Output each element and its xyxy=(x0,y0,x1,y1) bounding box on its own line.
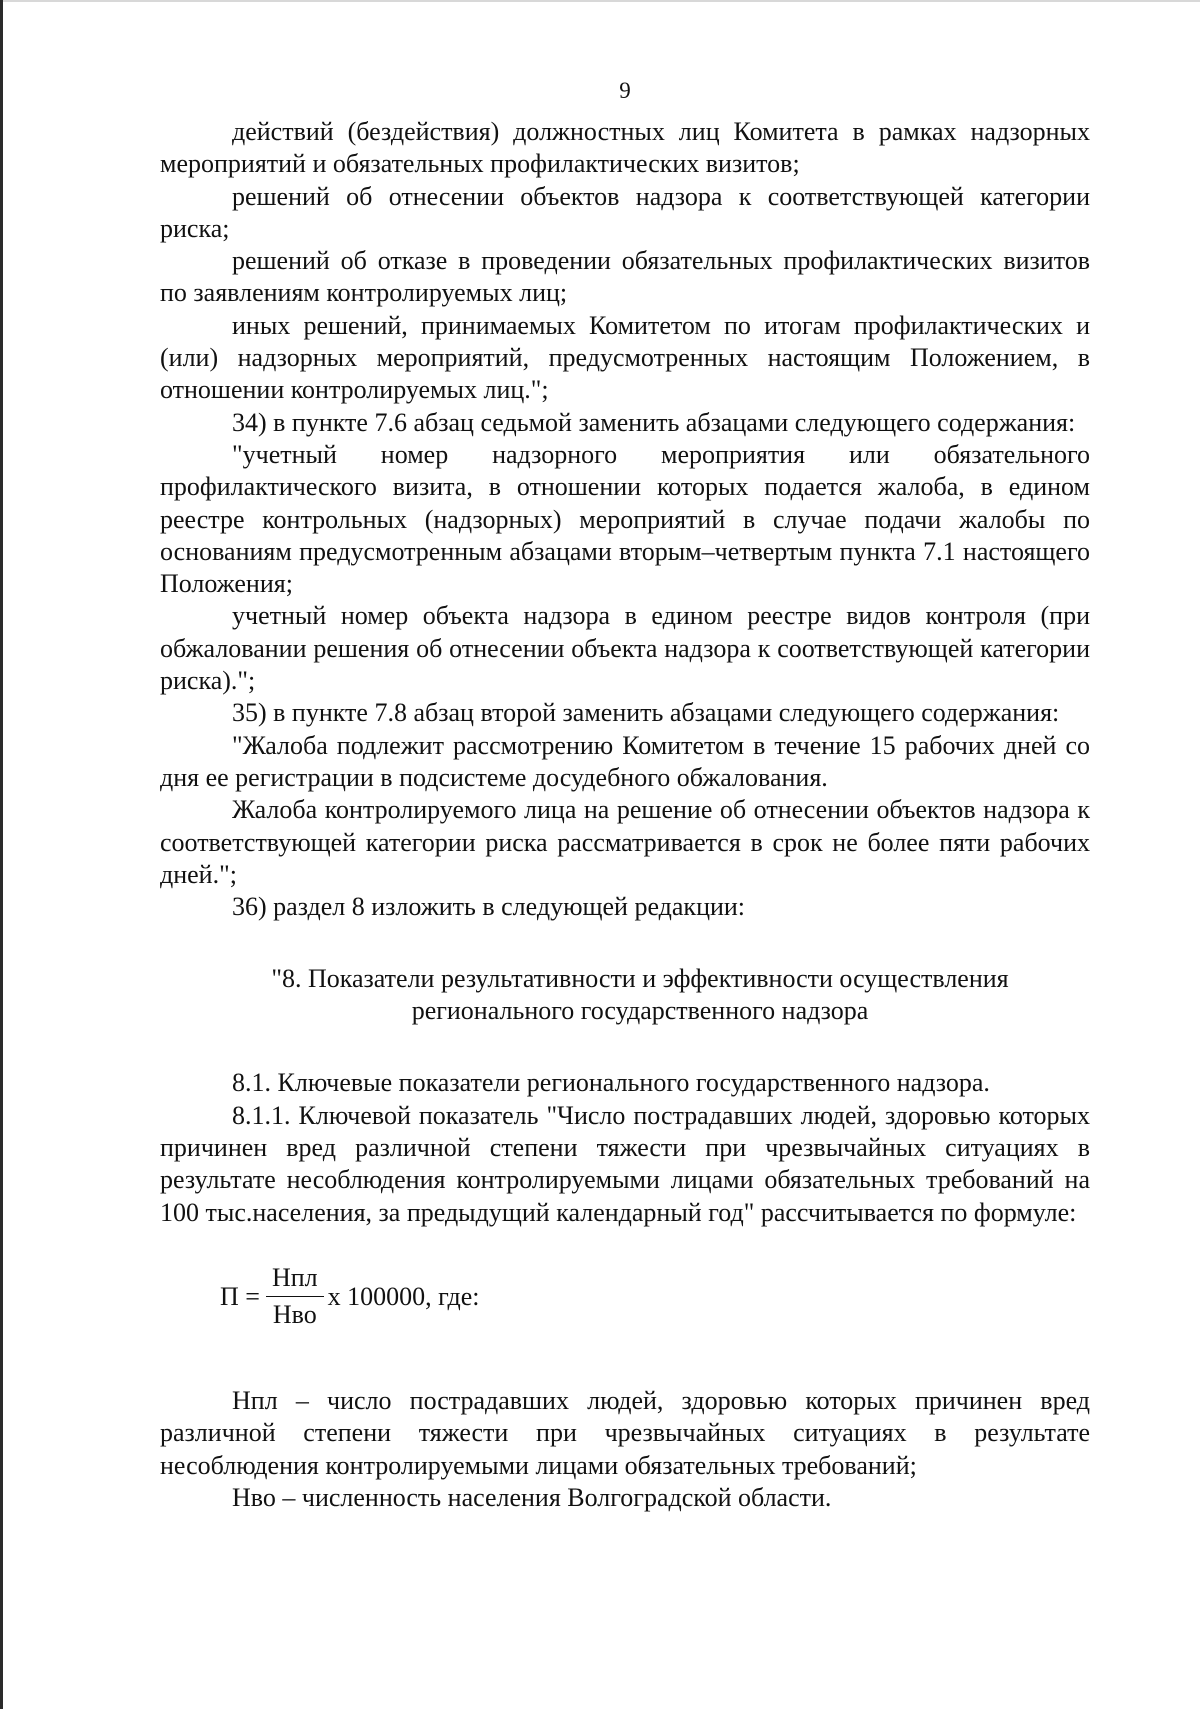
paragraph: решений об отнесении объектов надзора к соответствующей категории риска; xyxy=(160,181,1090,243)
paragraph: Жалоба контролируемого лица на решение об отнесении объектов надзора к соответствующей категории риска рассматривается в срок не более пяти рабочих дней."; xyxy=(160,795,1090,889)
formula-denominator: Нво xyxy=(272,1300,317,1330)
paragraph: "учетный номер надзорного мероприятия или обязательного профилактического визита, в отношении которых подается жалоба, в едином реестре контрольных (надзорных) мероприятий в случае подачи жалобы по основаниям предусмотренным абзацами вторым–четвертым пункта 7.1 настоящего Положения; xyxy=(160,439,1090,599)
formula-fraction xyxy=(266,1262,324,1331)
document-page xyxy=(160,78,1090,1514)
scan-edge-left xyxy=(0,0,3,1709)
paragraph: иных решений, принимаемых Комитетом по итогам профилактических и (или) надзорных мероприятий, предусмотренных настоящим Положением, в отношении контролируемых лиц."; xyxy=(160,310,1090,405)
formula-lhs: П = xyxy=(220,1281,260,1311)
section-heading xyxy=(160,963,1090,1027)
paragraph: 34) в пункте 7.6 абзац седьмой заменить абзацами следующего содержания: xyxy=(232,407,1076,437)
paragraph: "Жалоба подлежит рассмотрению Комитетом в течение 15 рабочих дней со дня ее регистрации в подсистеме досудебного обжалования. xyxy=(160,730,1090,792)
paragraph: Нво – численность населения Волгоградской области. xyxy=(232,1482,832,1512)
paragraph: 8.1. Ключевые показатели регионального государственного надзора. xyxy=(232,1068,990,1098)
formula xyxy=(220,1257,1090,1337)
paragraph: 35) в пункте 7.8 абзац второй заменить абзацами следующего содержания: xyxy=(232,698,1060,728)
formula-numerator: Нпл xyxy=(266,1262,324,1297)
scan-edge-top xyxy=(0,0,1200,2)
paragraph: 36) раздел 8 изложить в следующей редакции: xyxy=(232,892,746,922)
paragraph: Нпл – число пострадавших людей, здоровью которых причинен вред различной степени тяжести при чрезвычайных ситуациях в результате несоблюдения контролируемыми лицами обязательных требований; xyxy=(160,1385,1090,1480)
section-heading-line: регионального государственного надзора xyxy=(411,996,869,1026)
page-number: 9 xyxy=(619,78,631,103)
paragraph: учетный номер объекта надзора в едином реестре видов контроля (при обжаловании решения об отнесении объекта надзора к соответствующей категории риска)."; xyxy=(160,601,1090,696)
section-heading-line: "8. Показатели результативности и эффективности осуществления xyxy=(271,964,1009,994)
paragraph: действий (бездействия) должностных лиц Комитета в рамках надзорных мероприятий и обязательных профилактических визитов; xyxy=(160,117,1090,179)
paragraph: решений об отказе в проведении обязательных профилактических визитов по заявлениям контролируемых лиц; xyxy=(160,246,1090,308)
formula-rhs: х 100000, где: xyxy=(327,1281,480,1311)
paragraph: 8.1.1. Ключевой показатель "Число пострадавших людей, здоровью которых причинен вред различной степени тяжести при чрезвычайных ситуациях в результате несоблюдения контролируемыми лицами обязательных требований на 100 тыс.населения, за предыдущий календарный год" рассчитывается по формуле: xyxy=(160,1100,1090,1227)
